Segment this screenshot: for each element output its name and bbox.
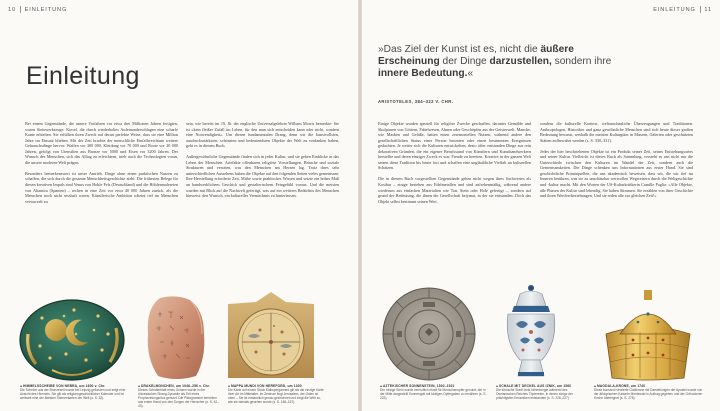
caption-text: Die türkische Stadt Iznik beherbergte während des Osmanischen Reiches Töpfereien, in denen einige der prächtigsten Keramiken entstanden (s. S. 226–227). xyxy=(496,388,573,400)
mappa-mundi-image xyxy=(224,290,318,382)
caption-text: Die Scheibe aus der Bronzezeit wurde bei Leipzig gefunden und zeigt eine Ansicht des Himmels. Sie gilt als religionsgeschichtlicher Kalender und ist weltweit eine der ältesten Sternenkarten der Welt (s. S. 32). xyxy=(20,388,126,400)
page-number-right: 11 xyxy=(704,6,712,13)
quote-part-3: sondern ihre xyxy=(551,56,612,68)
caption-title: MAGDALA-KRONE, um 1740 xyxy=(597,384,646,388)
caption-text: Diese kunstvoll verzierte Goldkrone mit Darstellungen der Apostel wurde von der äthiopischen Kaiserin Mentewab in Auftrag gegeben und der Orthodoxen Kirche übereignet (s. S. 278). xyxy=(594,388,703,400)
paragraph: Die in diesem Buch vorgestellten Gegenstände gehen nicht wegen ihres Sachwertes als Kostbar – einige bestehen aus Edelmetallen und sind aufsehenmäßig, während andere wiederum aus einfachen Materialien wie Ton, Stein oder Holz gefertigt –, sondern auf grund der Bedeutung, die ihnen die Gesellschaft beiymat, in der sie entstanden. Doch das Objekt selbst bestimmt seinen Wert. xyxy=(378,176,531,204)
paragraph: sein, wie bereits im 19. Jh. der englische Universalgelehrte William Morris bemerkte: Sie ist »kein fleißer Zufall im Leben, für den man sich entscheiden kann oder nicht, sondern eine Notwendigkeit«. Um diesen fundamentalen Drang, denn wir die kunstvollsten, ausdrucksstärksten, schönsten und bedeutendsten Objekte der Welt zu verdanken haben, geht es in diesem Buch. xyxy=(186,121,339,149)
running-head-right xyxy=(653,6,712,13)
caption-title: AZTEKISCHER SONNENSTEIN, 1502–1521 xyxy=(383,384,455,388)
running-head-label-left: EINLEITUNG xyxy=(24,6,68,13)
quote-part-2: der Dinge xyxy=(439,56,490,68)
quote-part-4: « xyxy=(467,68,474,80)
text-column-1 xyxy=(25,121,178,210)
iznik-bowl-image xyxy=(498,284,564,382)
caption-mappa-mundi xyxy=(228,384,324,404)
text-column-3 xyxy=(378,121,531,210)
paragraph: Bei einem Gegenstände, die unsere Vorfahren vor etwa drei Millionen Jahren fertigten, waren Steinwerkzeuge: Kiesel, die durch wiederholtes Aufeinanderschlagen eine scharfe Kante erhielten. Sie erfüllten ihren Zweck auf derart perfekte Weise, dass sie eine Million Jahre im Einsatz blieben. Mit der Zeit brachte der menschliche Einfallsreichtum weitere Gebrauchsdinge hervor: Waffen vor 300 000, Kleidung vor 70 000 und Boote vor 20 000 Jahren, gefolgt von Utensilien aus Bronze vor 5000 und Eisen vor 3200 Jahren. Der Wunsch des Menschen, sich das Alltag zu erleichtern, trieb auch die Technologien voran, die unsere moderne Welt prägen. xyxy=(25,121,178,165)
chapter-title: Einleitung xyxy=(26,62,140,90)
caption-marker-icon xyxy=(380,385,382,387)
running-head-label-right: EINLEITUNG xyxy=(653,6,696,13)
running-head-divider xyxy=(20,6,21,13)
caption-title: DRAKELMONCHEN, um 1046–256 v. Chr. xyxy=(141,384,210,388)
caption-aztec-sun-stone xyxy=(380,384,488,400)
oracle-bone-image xyxy=(140,294,210,382)
caption-marker-icon xyxy=(496,385,498,387)
caption-nebra xyxy=(20,384,128,400)
caption-marker-icon xyxy=(594,385,596,387)
caption-magdala-crown xyxy=(594,384,706,400)
paragraph: Einige Objekte wurden speziell für religiöse Zwecke geschaffen, darunter Gemälde und Skulpturen von Göttern, Fabelwesen, Ahnen oder Geschöpfen aus der Geisterwelt. Manche, wie Masken und Gefäße, hatten einen zeremoniellen Nutzen, während andere den gesellschaftlichen Status einer Person betonten oder einen bestimmten Ereignissen gedachten. Je weiter sich die Kulturen entwickelten, desto öfter entstanden Dinge aus rein dekorativen Gründen, die ein eigener Berufsstand von Künstlern und Kunsthandwerkern herstellte und deren einziger Zweck es war, Freude zu bereiten. Kreative in der ganzen Welt setzen diese Tradition bis heute fort und schaffen eine ungläubliche Vielfalt an kulturellen Schätzen. xyxy=(378,121,531,171)
aztec-sun-stone-image xyxy=(379,286,479,382)
running-head-divider xyxy=(700,6,701,13)
page-number-left: 10 xyxy=(8,6,17,13)
text-column-2 xyxy=(186,121,339,204)
caption-marker-icon xyxy=(228,385,230,387)
running-head-left xyxy=(8,6,67,13)
nebra-sky-disc-image xyxy=(16,294,128,382)
caption-marker-icon xyxy=(138,385,140,387)
caption-title: MAPPA MUNDI VON HEREFORD, um 1300 xyxy=(231,384,302,388)
caption-text: Dieses Schulterblatt eines Ochsen wurde in der chinesischen Shang-Dynastie als Teil eines Prophezeiungsritus genutzt. Die Piktogramme berichten aus erster Hand von den Sorgen der Herrscher (s. S. 42–43). xyxy=(138,388,219,408)
paragraph: Besonders bemerkenswert ist unser Antrieb, Dinge ohne einen praktischen Nutzen zu schaffen, die sich durch die gesamte Menschheitsgeschichte zieht. Die frühesten Belege für diesen kreativen Impuls sind Venus von Hohle Fels (Deutschland) und die Höhlenmalereien von Altamira (Spanien) – rechen in eine Zeit vor etwa 40 000 Jahren zurück, als die Menschen noch nicht sesshaft waren. Künstlerische Ambition scheint tief im Menschen verwurzelt zu xyxy=(25,170,178,204)
quote-bold-3: innere Bedeutung. xyxy=(378,68,468,80)
caption-oracle-bone xyxy=(138,384,222,408)
paragraph: sondern die kulturelle Kontext, weltanschauliche Überzeugungen und Traditionen. Anthropologen, Historiker und ganz gewöhnliche Menschen sind sich heute dieser großen Bedeutung bewusst, weshalb die meisten Kulturgüter in Museen, Galerien oder geschützten Stätten aufbewahrt werden (s. S. 330–331). xyxy=(540,121,693,143)
book-gutter xyxy=(358,0,362,411)
caption-marker-icon xyxy=(20,385,22,387)
paragraph: Jedes der hier beschriebenen Objekte ist ein Produkt seiner Zeit, seines Entstehungsortes und seiner Kultur. Vielleicht ist dieses Buch als Sammlung, versteht es uns nicht nur die Unterschiede zwischen den Kulturen im Wandel der Zeit, sondern auch die Gemeinsamkeiten. Die Dinge schenken uns Informationen aus erster Hand. Sie sind geschichtliche Primärquellen, die uns akademisch beweisen, dass wir, die wir tief im Inneren berühren, was sie zu unschätzbar wertvollen Wegweisern durch die Weltgeschichte und -kultur macht. Mit den Worten der US-Kulturkritikerin Camille Paglia: »Alle Objekte, alle Phasen der Kultur sind lebendig. Sie haben Stimmen. Sie erzählen von ihrer Geschichte und ihren Werdverbeziehungen. Und sie reden alle zur gleichen Zeit!« xyxy=(540,148,693,199)
quote-attribution: ARISTOTELES, 384–322 V. CHR. xyxy=(378,99,454,104)
pull-quote xyxy=(378,44,618,81)
caption-text: Die Karte auf einem Stück Kalbspergament gilt als die einzige Karte ihrer Art im Mittelalter. Im Zentrum liegt Jerusalem, der Osten ist oben – Sie ist erstaunlich genau gezeichnet und zeigt die Welt so, wie sie damals gesehen wurde (s. S. 166–167). xyxy=(228,388,324,404)
caption-title: SCHALE MIT DECKEL AUS IZNIK, um 1560 xyxy=(499,384,572,388)
magdala-crown-image xyxy=(590,290,706,382)
text-column-4 xyxy=(540,121,693,204)
caption-text: Der riesige Stein wurde vermutlich rituell für Menschenopfer genutzt, der in der Mitte dargestellt Sonnengott mit blutigen Opfergaben zu ernähren (s. S. 222). xyxy=(380,388,487,400)
caption-iznik-bowl xyxy=(496,384,584,400)
quote-bold-1: äußere Erscheinung xyxy=(378,44,574,68)
quote-part-1: »Das Ziel der Kunst ist es, nicht die xyxy=(378,44,541,55)
caption-title: HIMMELSSCHEIBE VON NEBRA, um 1600 v. Chr. xyxy=(23,384,106,388)
paragraph: Außergewöhnliche Gegenstände finden sich in jeder Kultur, und sie geben Einblicke in das Leben der Menschen. Artefakte offenbaren religiöse Vorstellungen, Bräuche und soziale Strukturen und verraten, was den Menschen am Herzen lag. Trotz ihres sehr unterschiedlichen Aussehens haben die Objekte auf den folgenden Seiten vieles gemeinsam: Ihre Herstellung erforderte Zeit, Mühe sowie praktisches Wissen und setzte ein hohes Maß an handwerklichem Geschick und gestalterischem Feingefühl voraus. Und die meisten wurden mit Blick auf die Nachwelt gefertigt, was auf ein weiteres Bedürfnis des Menschen hinweist: den Wunsch, ein kulturelles Vermächtnis zu hinterlassen. xyxy=(186,154,339,199)
quote-bold-2: darzustellen, xyxy=(489,56,552,68)
